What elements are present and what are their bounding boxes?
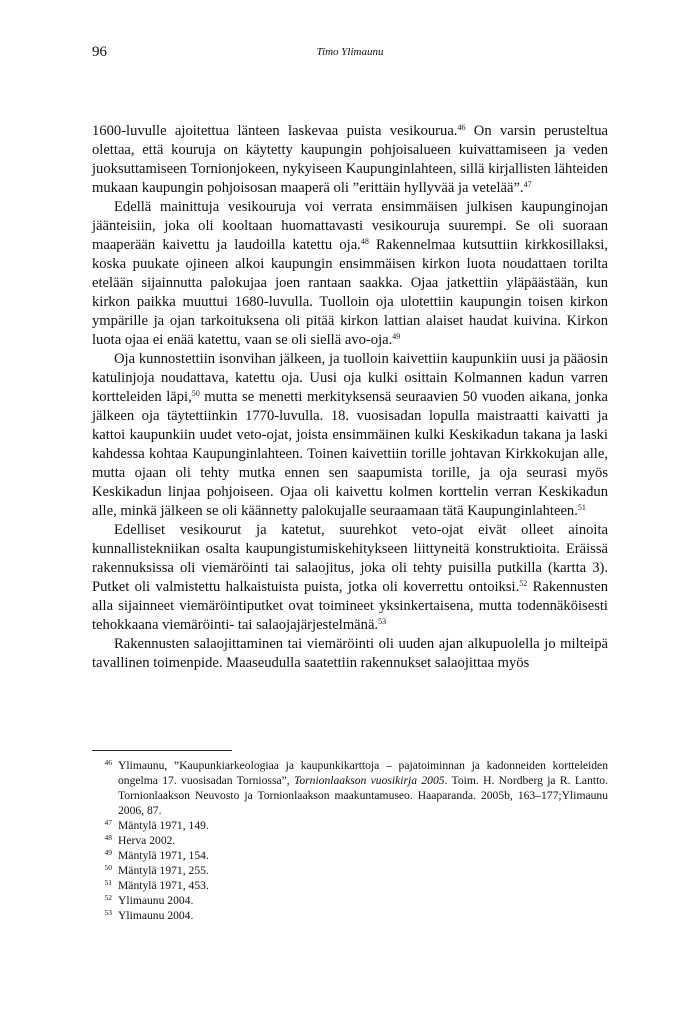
text-run: Edelliset vesikourut ja katetut, suurehkot veto-ojat eivät olleet ainoita kunnallistekniikan osalta kaupungistumiskehitykseen liittyneitä konstruktioita. Eräissä rakennuksissa oli viemäröinti tai salaojitus, joka oli tehty puisilla putkilla (kartta 3). Putket oli valmistettu halkaistuista puista, jotka oli koverrettu ontoiksi. [92, 522, 608, 595]
text-run: Rakennusten alla sijainneet viemäröintiputket ovat toimineet yksinkertaisena, mutta todennäköisesti tehokkaana viemäröinti- tai salaojajärjestelmänä. [92, 579, 608, 633]
footnote-ref: 51 [577, 503, 586, 512]
footnote [92, 863, 608, 878]
text-run: Ylimaunu 2004. [118, 909, 194, 922]
footnote-ref: 49 [392, 332, 401, 341]
footnote [92, 758, 608, 818]
text-run: Mäntylä 1971, 149. [118, 819, 209, 832]
body-text [92, 122, 608, 673]
paragraph [92, 122, 608, 198]
paragraph [92, 635, 608, 673]
text-run: Oja kunnostettiin isonvihan jälkeen, ja tuolloin kaivettiin kaupunkiin uusi ja pääosin katulinjoja noudattava, katettu oja. Uusi oja kulki osittain Kolmannen kadun varren kortteleiden läpi, [92, 351, 608, 405]
text-run: On varsin perusteltua olettaa, että kouruja on käytetty kaupungin pohjoisalueen kuivattamiseen ja veden juoksuttamiseen Tornionjokeen, nykyiseen Kaupunginlahteen, sillä kirjallisten lähteiden mukaan kaupungin pohjoisosan maaperä oli ”erittäin hyllyvää ja vetelää”. [92, 123, 608, 196]
footnote [92, 878, 608, 893]
text-run: Mäntylä 1971, 453. [118, 879, 209, 892]
text-run: Ylimaunu, ”Kaupunkiarkeologiaa ja kaupunkikarttoja – pajatoiminnan ja kadonneiden kortteleiden ongelma 17. vuosisadan Torniossa”, [118, 759, 608, 787]
footnote [92, 893, 608, 908]
footnote-ref: 47 [523, 180, 532, 189]
footnote [92, 818, 608, 833]
text-run: 1600-luvulle ajoitettua länteen laskevaa puista vesikourua. [92, 123, 458, 139]
running-head: Timo Ylimaunu [316, 46, 384, 58]
paragraph [92, 521, 608, 635]
text-run: Rakennelmaa kutsuttiin kirkkosillaksi, koska puukate ojineen alkoi kaupungin ensimmäisen kirkon luota noudattaen torilta etelään sijainnutta palokujaa joen rantaan saakka. Ojaa jatkettiin yläpäästään, kun kirkon paikka muuttui 1680-luvulla. Tuolloin oja ulotettiin kaupungin toisen kirkon ympärille ja ojan tarkoituksena oli pitää kirkon lattian alaiset haudat kuivina. Kirkon luota ojaa ei enää katettu, vaan se oli siellä avo-oja. [92, 237, 608, 348]
footnotes [92, 758, 608, 923]
footnote [92, 833, 608, 848]
footnote-ref: 48 [360, 237, 369, 246]
text-run: Ylimaunu 2004. [118, 894, 194, 907]
footnote-number: 48 [104, 833, 112, 842]
footnote [92, 908, 608, 923]
footnote-number: 49 [104, 848, 112, 857]
italic-text: Tornionlaakson vuosikirja 2005 [293, 774, 445, 787]
footnote-ref: 52 [519, 579, 528, 588]
footnote [92, 848, 608, 863]
text-run: Mäntylä 1971, 154. [118, 849, 209, 862]
text-run: Herva 2002. [118, 834, 176, 847]
text-run: Edellä mainittuja vesikouruja voi verrata ensimmäisen julkisen kaupunginojan jäänteisiin, joka oli kooltaan huomattavasti vesikouruja suurempi. Se oli suoraan maaperään kaivettu ja laudoilla katettu oja. [92, 199, 608, 253]
footnote-number: 46 [104, 758, 112, 767]
text-run: . Toim. H. Nordberg ja R. Lantto. Tornionlaakson Neuvosto ja Tornionlaakson maakuntamuseo. Haaparanda. 2005b, 163–177;Ylimaunu 2006, 87. [118, 774, 609, 817]
footnote-ref: 46 [457, 123, 466, 132]
footnote-number: 47 [104, 818, 112, 827]
footnote-number: 53 [104, 908, 112, 917]
paragraph [92, 198, 608, 350]
footnote-number: 52 [104, 893, 112, 902]
footnote-ref: 53 [378, 617, 387, 626]
footnote-separator [92, 750, 232, 751]
paragraph [92, 350, 608, 521]
text-run: Mäntylä 1971, 255. [118, 864, 209, 877]
page-header [92, 44, 608, 64]
page-number: 96 [92, 44, 107, 60]
footnote-ref: 50 [191, 389, 200, 398]
footnote-number: 51 [104, 878, 112, 887]
footnote-number: 50 [104, 863, 112, 872]
text-run: Rakennusten salaojittaminen tai viemäröinti oli uuden ajan alkupuolella jo milteipä tavallinen toimenpide. Maaseudulla saatettiin rakennukset salaojittaa myös [92, 636, 608, 671]
text-run: mutta se menetti merkityksensä seuraavien 50 vuoden aikana, jonka jälkeen oja täytettiinkin 1770-luvulla. 18. vuosisadan lopulla maistraatti kaivatti ja kattoi kaupunkiin uudet veto-ojat, joista ensimmäinen kulki Keskikadun takana ja laski kahdessa kohtaa Kaupunginlahteen. Toinen kaivettiin torille johtavan Kirkkokujan alle, mutta ojaan oli tehty mutka ennen sen saapumista torille, ja oja seurasi myös Keskikadun linjaa pohjoiseen. Ojaa oli kaivettu kolmen korttelin verran Keskikadun alle, minkä jälkeen se oli käännetty palokujalle seuraamaan tätä Kaupunginlahteen. [92, 389, 608, 519]
